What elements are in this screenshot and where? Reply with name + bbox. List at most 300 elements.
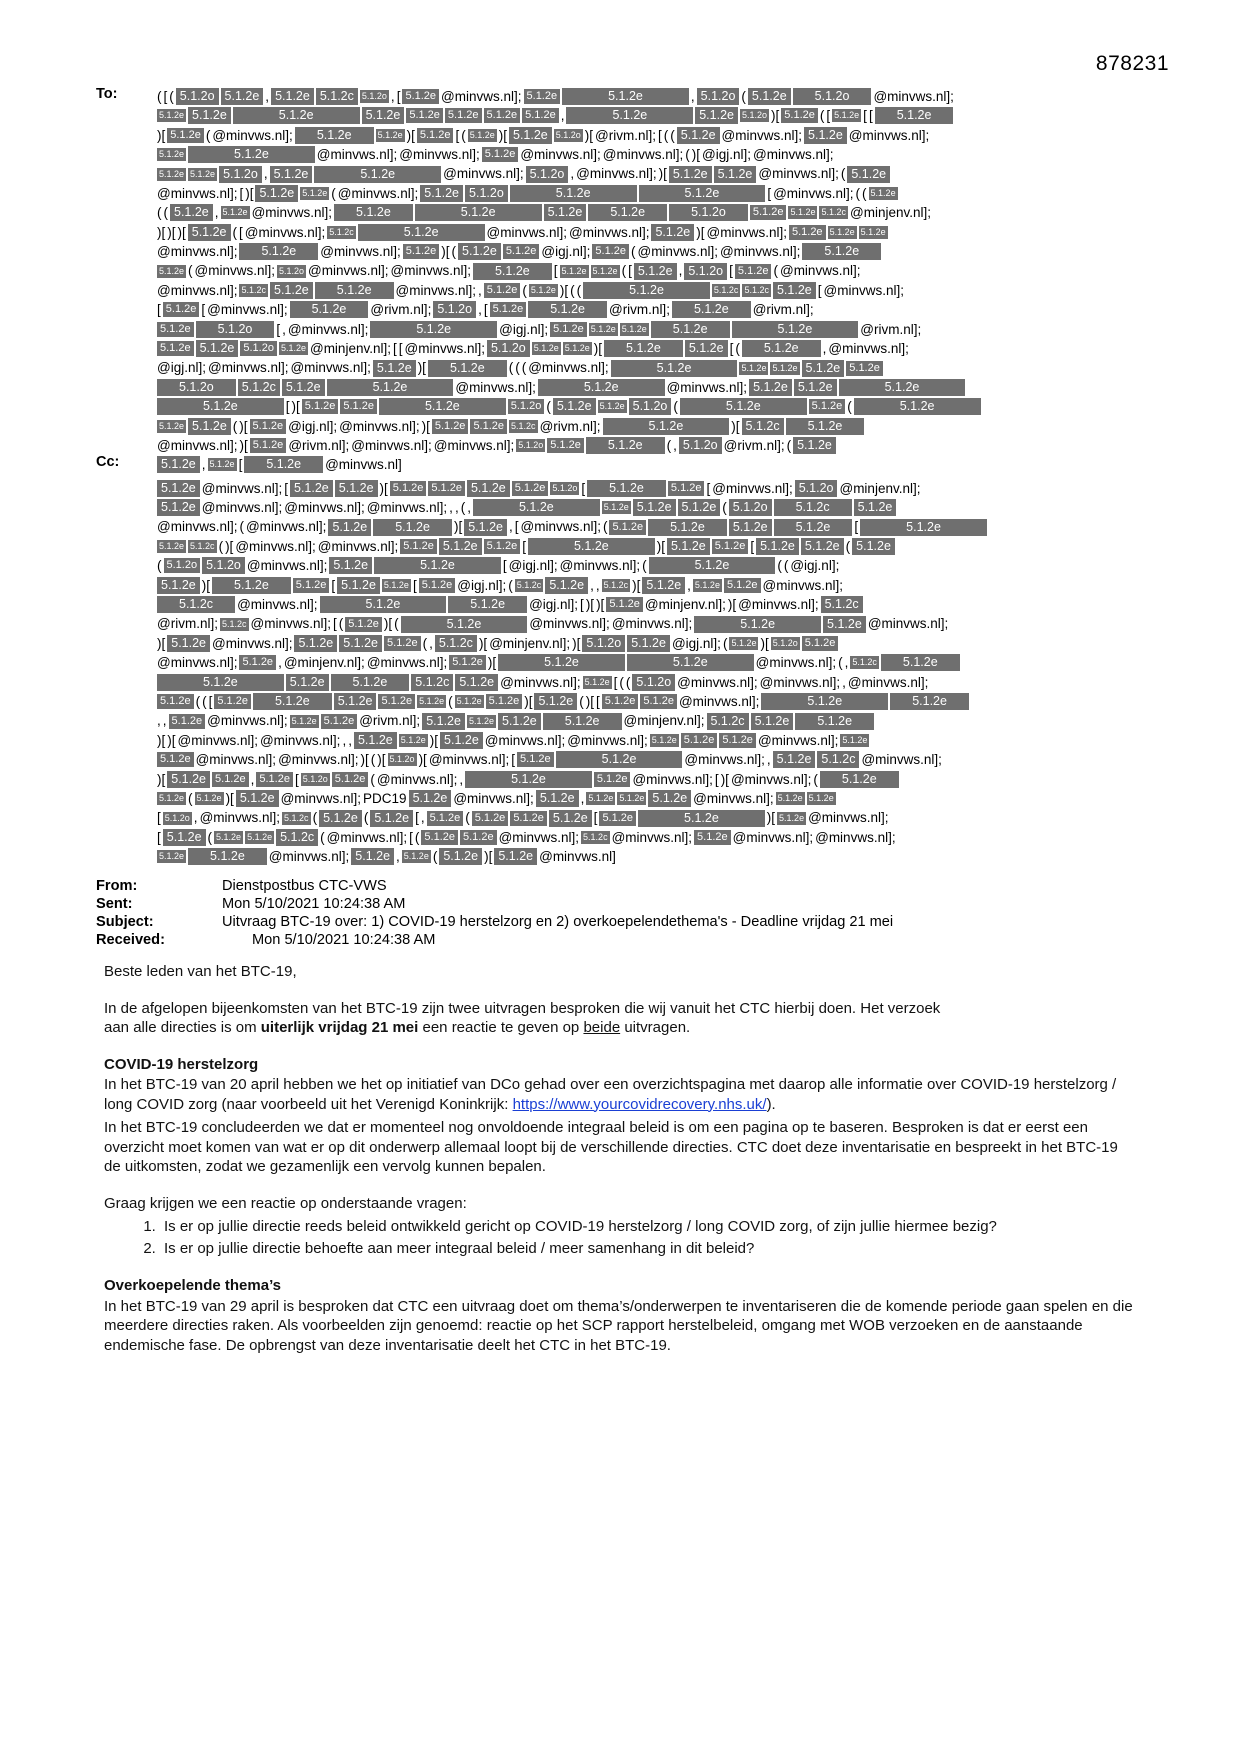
redaction-separator: ( bbox=[670, 127, 675, 143]
redaction-token: 5.1.2e bbox=[627, 654, 754, 671]
redaction-token: 5.1.2e bbox=[510, 185, 637, 202]
recipient-domain: @minvws.nl]; bbox=[290, 360, 371, 376]
recipient-domain: @igj.nl]; bbox=[499, 321, 549, 337]
redaction-separator: )[ bbox=[572, 635, 581, 651]
redaction-token: 5.1.2e bbox=[196, 793, 222, 804]
recipient-domain: @minvws.nl]; bbox=[201, 500, 283, 516]
recipient-domain: @minvws.nl]; bbox=[815, 829, 896, 845]
recipient-domain: @minvws.nl]; bbox=[693, 790, 774, 806]
redaction-token: 5.1.2e bbox=[167, 635, 210, 652]
redaction-separator: ( bbox=[663, 127, 669, 143]
body-intro-line2-a: aan alle directies is om bbox=[104, 1019, 261, 1036]
redaction-token: 5.1.2e bbox=[409, 790, 452, 807]
redaction-separator: , bbox=[278, 655, 282, 671]
recipient-domain: @minvws.nl]; bbox=[245, 519, 327, 535]
redaction-token: 5.1.2e bbox=[672, 301, 751, 318]
redaction-token: 5.1.2c bbox=[817, 751, 859, 768]
redaction-separator: [ bbox=[412, 577, 417, 593]
recipient-domain: @minvws.nl]; bbox=[157, 282, 238, 298]
redaction-separator: )[ bbox=[167, 224, 176, 240]
redaction-separator: , bbox=[420, 810, 425, 826]
body-intro-line2-c: uitvragen. bbox=[620, 1019, 691, 1036]
redaction-token: 5.1.2e bbox=[159, 149, 185, 160]
recipient-domain: @minvws.nl]; bbox=[611, 616, 693, 632]
redaction-separator: , bbox=[678, 263, 683, 279]
redaction-token: 5.1.2e bbox=[190, 168, 216, 179]
redaction-token: 5.1.2e bbox=[719, 733, 756, 748]
redaction-separator: ( bbox=[465, 810, 470, 826]
recipient-domain: @minvws.nl]; bbox=[250, 616, 331, 632]
redaction-token: 5.1.2e bbox=[169, 714, 206, 729]
redaction-separator: )[ bbox=[429, 732, 439, 748]
redaction-separator: ( bbox=[394, 616, 399, 632]
redaction-token: 5.1.2e bbox=[390, 481, 427, 496]
redaction-separator: [ bbox=[502, 558, 507, 574]
redaction-token: 5.1.2e bbox=[472, 811, 509, 826]
redaction-separator: ( bbox=[414, 829, 420, 845]
redaction-token: 5.1.2c bbox=[316, 88, 358, 105]
redaction-separator: )[ bbox=[177, 224, 186, 240]
redaction-line bbox=[156, 827, 1146, 846]
recipient-domain: @minvws.nl]; bbox=[308, 263, 389, 279]
redaction-separator: ( bbox=[370, 752, 376, 768]
redaction-separator: ( bbox=[331, 185, 336, 201]
redaction-separator: )[ bbox=[771, 108, 780, 124]
redaction-line bbox=[156, 788, 1146, 807]
redaction-separator: ( bbox=[862, 185, 867, 201]
redaction-token: 5.1.2o bbox=[508, 399, 545, 414]
redaction-token: 5.1.2e bbox=[157, 480, 200, 497]
recipient-domain: @minvws.nl]; bbox=[611, 829, 693, 845]
recipient-domain: @minvws.nl]; bbox=[721, 127, 803, 143]
redaction-token: 5.1.2e bbox=[209, 459, 235, 470]
redaction-separator: ( bbox=[773, 263, 778, 279]
redaction-separator: [ bbox=[767, 185, 772, 201]
redaction-token: 5.1.2e bbox=[549, 810, 592, 827]
redaction-separator: )[ bbox=[453, 519, 463, 535]
recipient-domain: @minvws.nl]; bbox=[399, 147, 480, 163]
recipient-domain: @minvws.nl]; bbox=[567, 732, 648, 748]
recipient-domain: @minvws.nl]; bbox=[237, 597, 318, 613]
redaction-separator: )[ bbox=[245, 185, 254, 201]
redaction-separator: )[ bbox=[157, 635, 166, 651]
redaction-token: 5.1.2e bbox=[634, 263, 677, 280]
redaction-token: 5.1.2e bbox=[648, 790, 691, 807]
redaction-separator: [ bbox=[392, 340, 397, 356]
recipient-domain: @minvws.nl]; bbox=[758, 166, 839, 182]
redaction-separator: , bbox=[508, 519, 513, 535]
recipient-domain: @minvws.nl]; bbox=[428, 752, 510, 768]
redaction-separator: [ bbox=[483, 302, 488, 318]
redaction-separator: ( bbox=[777, 558, 782, 574]
redaction-token: 5.1.2e bbox=[159, 541, 185, 552]
redaction-token: 5.1.2e bbox=[484, 539, 521, 554]
redaction-token: 5.1.2e bbox=[695, 107, 738, 124]
redaction-separator: [ bbox=[238, 457, 243, 473]
redaction-token: 5.1.2e bbox=[561, 265, 587, 276]
yourcovidrecovery-link[interactable]: https://www.yourcovidrecovery.nhs.uk/ bbox=[512, 1095, 767, 1113]
redaction-token: 5.1.2e bbox=[290, 480, 333, 497]
redaction-token: 5.1.2e bbox=[188, 418, 231, 435]
redaction-separator: )[ bbox=[487, 655, 497, 671]
redaction-token: 5.1.2e bbox=[773, 282, 816, 299]
pdc19-label: PDC19 bbox=[363, 790, 407, 806]
redaction-separator: ( bbox=[363, 810, 369, 826]
redaction-token: 5.1.2e bbox=[606, 597, 643, 612]
redaction-token: 5.1.2e bbox=[522, 108, 559, 123]
recipient-domain: @igj.nl]; bbox=[790, 558, 840, 574]
recipient-domain: @minvws.nl]; bbox=[366, 500, 448, 516]
redaction-separator: [ bbox=[596, 693, 600, 709]
redaction-token: 5.1.2e bbox=[159, 851, 185, 862]
redaction-token: 5.1.2e bbox=[694, 579, 720, 590]
recipient-domain: @minvws.nl]; bbox=[500, 674, 581, 690]
redaction-token: 5.1.2e bbox=[786, 418, 865, 435]
redaction-token: 5.1.2e bbox=[212, 772, 249, 787]
redaction-token: 5.1.2c bbox=[411, 674, 453, 691]
redaction-separator: )[ bbox=[585, 597, 595, 613]
redaction-token: 5.1.2e bbox=[510, 811, 547, 826]
redaction-token: 5.1.2e bbox=[809, 399, 846, 414]
redaction-separator: )[ bbox=[441, 243, 450, 259]
redaction-token: 5.1.2e bbox=[370, 810, 413, 827]
redaction-separator: )[ bbox=[157, 732, 166, 748]
redaction-separator: ( bbox=[522, 282, 527, 298]
section-2-title: Overkoepelende thema’s bbox=[104, 1277, 282, 1294]
recipient-domain: @rivm.nl]; bbox=[723, 437, 785, 453]
recipient-domain: @minvws.nl]; bbox=[684, 752, 765, 768]
recipient-domain: @minvws.nl] bbox=[325, 457, 402, 473]
redaction-token: 5.1.2e bbox=[406, 108, 443, 123]
redaction-separator: )[ bbox=[593, 340, 603, 356]
recipient-domain: @minvws.nl]; bbox=[157, 655, 238, 671]
redaction-token: 5.1.2e bbox=[854, 499, 897, 516]
redaction-separator: ( bbox=[621, 263, 627, 279]
recipient-domain: @igj.nl]; bbox=[702, 147, 751, 163]
redaction-separator: )[ bbox=[157, 127, 166, 143]
redaction-token: 5.1.2e bbox=[188, 107, 231, 124]
redaction-token: 5.1.2e bbox=[464, 519, 507, 536]
redaction-line bbox=[156, 377, 1146, 396]
redaction-token: 5.1.2e bbox=[383, 579, 409, 590]
redaction-separator: , bbox=[687, 577, 691, 593]
redaction-separator: )[ bbox=[406, 127, 415, 143]
redaction-token: 5.1.2e bbox=[157, 694, 194, 709]
redaction-token: 5.1.2e bbox=[314, 166, 441, 183]
redaction-token: 5.1.2e bbox=[599, 811, 636, 826]
redaction-line bbox=[156, 241, 1146, 260]
redaction-token: 5.1.2e bbox=[384, 636, 421, 651]
recipient-domain: @minvws.nl]; bbox=[738, 597, 819, 613]
redaction-separator: )[ bbox=[418, 752, 427, 768]
redaction-token: 5.1.2e bbox=[820, 771, 899, 788]
redaction-separator: ( bbox=[460, 500, 466, 516]
redaction-separator: , bbox=[162, 713, 167, 729]
redaction-line bbox=[156, 338, 1146, 357]
redaction-token: 5.1.2e bbox=[533, 343, 559, 354]
redaction-separator: ( bbox=[157, 558, 162, 574]
redaction-token: 5.1.2e bbox=[379, 398, 506, 415]
redaction-token: 5.1.2e bbox=[609, 520, 646, 535]
redaction-line bbox=[156, 672, 1146, 691]
recipient-domain: @minvws.nl]; bbox=[528, 360, 609, 376]
redaction-token: 5.1.2e bbox=[584, 676, 610, 687]
redaction-token: 5.1.2e bbox=[808, 793, 834, 804]
recipient-domain: @minvws.nl]; bbox=[376, 771, 458, 787]
redaction-token: 5.1.2e bbox=[159, 265, 185, 276]
recipient-domain: @minvws.nl]; bbox=[847, 674, 929, 690]
redaction-separator: ( bbox=[642, 558, 647, 574]
redaction-token: 5.1.2e bbox=[562, 88, 689, 105]
redaction-token: 5.1.2o bbox=[795, 480, 838, 497]
redaction-token: 5.1.2e bbox=[594, 772, 631, 787]
redaction-separator: ( bbox=[735, 340, 740, 356]
redaction-token: 5.1.2e bbox=[157, 577, 200, 594]
redaction-token: 5.1.2e bbox=[854, 398, 981, 415]
redaction-separator: [ bbox=[157, 302, 161, 318]
redaction-separator: )[ bbox=[760, 635, 769, 651]
redaction-separator: )[ bbox=[239, 437, 248, 453]
recipient-domain: @minvws.nl]; bbox=[732, 829, 814, 845]
redaction-line bbox=[156, 222, 1146, 241]
redaction-token: 5.1.2e bbox=[419, 578, 456, 593]
recipient-domain: @igj.nl]; bbox=[671, 635, 721, 651]
redaction-token: 5.1.2e bbox=[358, 224, 485, 241]
redaction-token: 5.1.2e bbox=[801, 538, 844, 555]
redaction-token: 5.1.2e bbox=[486, 694, 523, 709]
redaction-token: 5.1.2o bbox=[164, 812, 190, 823]
recipient-domain: @igj.nl]; bbox=[529, 597, 579, 613]
redaction-line bbox=[156, 730, 1146, 749]
redaction-separator: [ bbox=[398, 340, 403, 356]
redaction-separator: )[ bbox=[658, 166, 667, 182]
redaction-token: 5.1.2c bbox=[516, 579, 542, 590]
redaction-separator: [ bbox=[157, 810, 161, 826]
redaction-token: 5.1.2e bbox=[498, 654, 625, 671]
redaction-token: 5.1.2e bbox=[340, 399, 377, 414]
redaction-token: 5.1.2o bbox=[361, 91, 387, 102]
redaction-separator: [ bbox=[332, 616, 337, 632]
redaction-token: 5.1.2c bbox=[221, 618, 247, 629]
redaction-token: 5.1.2e bbox=[839, 379, 966, 396]
recipient-domain: @minvws.nl]; bbox=[632, 771, 713, 787]
recipient-domain: @minvws.nl]; bbox=[212, 127, 293, 143]
redaction-separator: )[ bbox=[498, 127, 507, 143]
redaction-line bbox=[156, 711, 1146, 730]
redaction-token: 5.1.2e bbox=[157, 456, 200, 473]
redaction-token: 5.1.2e bbox=[439, 538, 482, 555]
redaction-token: 5.1.2e bbox=[724, 578, 761, 593]
redaction-token: 5.1.2e bbox=[473, 263, 552, 280]
redaction-token: 5.1.2e bbox=[587, 480, 666, 497]
redaction-token: 5.1.2e bbox=[427, 811, 464, 826]
redaction-separator: )[ bbox=[524, 693, 533, 709]
to-label: To: bbox=[96, 86, 118, 102]
redaction-token: 5.1.2e bbox=[604, 340, 683, 357]
redaction-token: 5.1.2e bbox=[157, 341, 194, 356]
redaction-token: 5.1.2e bbox=[756, 538, 799, 555]
redaction-token: 5.1.2e bbox=[509, 127, 552, 144]
recipient-domain: @minvws.nl]; bbox=[235, 538, 316, 554]
redaction-token: 5.1.2e bbox=[157, 752, 194, 767]
redaction-line bbox=[156, 280, 1146, 299]
redaction-line bbox=[156, 478, 1146, 497]
recipient-domain: @igj.nl]; bbox=[157, 360, 206, 376]
redaction-separator: , bbox=[263, 166, 268, 182]
redaction-separator: [ bbox=[863, 108, 867, 124]
recipient-domain: @igj.nl]; bbox=[541, 243, 591, 259]
redaction-separator: ( bbox=[188, 263, 193, 279]
redaction-line bbox=[156, 86, 1146, 105]
redaction-token: 5.1.2e bbox=[455, 674, 498, 691]
redaction-token: 5.1.2e bbox=[280, 343, 306, 354]
recipient-domain: @minvws.nl]; bbox=[268, 849, 350, 865]
recipient-domain: @minvws.nl]; bbox=[287, 321, 369, 337]
redaction-separator: , bbox=[454, 500, 459, 516]
redaction-separator: [ bbox=[658, 127, 662, 143]
recipient-domain: @minvws.nl]; bbox=[317, 538, 399, 554]
redaction-token: 5.1.2e bbox=[586, 437, 665, 454]
redaction-separator: [ bbox=[284, 480, 288, 496]
redaction-token: 5.1.2e bbox=[244, 456, 323, 473]
redaction-line bbox=[156, 357, 1146, 376]
redaction-separator: , bbox=[449, 500, 453, 516]
redaction-token: 5.1.2c bbox=[190, 541, 215, 552]
redaction-token: 5.1.2e bbox=[649, 557, 776, 574]
redaction-token: 5.1.2e bbox=[286, 674, 329, 691]
redaction-token: 5.1.2e bbox=[592, 244, 629, 259]
recipient-domain: @minvws.nl]; bbox=[404, 340, 485, 356]
recipient-domain: @minjenv.nl]; bbox=[309, 340, 391, 356]
redaction-separator: ( bbox=[432, 849, 438, 865]
redaction-separator: [ bbox=[580, 597, 584, 613]
redaction-token: 5.1.2e bbox=[599, 401, 625, 412]
recipient-domain: @minvws.nl]; bbox=[453, 790, 534, 806]
redaction-token: 5.1.2e bbox=[294, 635, 337, 652]
recipient-domain: @minvws.nl]; bbox=[199, 810, 281, 826]
recipient-domain: @minvws.nl]; bbox=[207, 713, 288, 729]
recipient-domain: @minjenv.nl]; bbox=[644, 597, 726, 613]
redaction-token: 5.1.2c bbox=[238, 379, 280, 396]
redaction-separator: [ bbox=[511, 752, 516, 768]
redaction-token: 5.1.2c bbox=[744, 284, 769, 295]
redaction-token: 5.1.2c bbox=[284, 812, 309, 823]
redaction-token: 5.1.2e bbox=[157, 322, 194, 337]
redaction-token: 5.1.2e bbox=[779, 812, 805, 823]
redaction-separator: )[ bbox=[478, 635, 488, 651]
redaction-separator: , bbox=[429, 635, 433, 651]
redaction-token: 5.1.2e bbox=[794, 379, 837, 396]
recipient-domain: @minvws.nl]; bbox=[278, 752, 359, 768]
redaction-separator: )[ bbox=[584, 127, 594, 143]
redaction-token: 5.1.2e bbox=[403, 244, 440, 259]
redaction-separator: ( bbox=[819, 108, 825, 124]
redaction-line bbox=[156, 769, 1146, 788]
redaction-token: 5.1.2e bbox=[468, 715, 494, 726]
redaction-token: 5.1.2e bbox=[732, 321, 859, 338]
question-list bbox=[104, 1217, 1134, 1258]
recipient-domain: @rivm.nl]; bbox=[157, 616, 218, 632]
redaction-token: 5.1.2e bbox=[494, 848, 537, 865]
redaction-token: 5.1.2e bbox=[250, 438, 287, 453]
redaction-token: 5.1.2e bbox=[544, 204, 587, 221]
redaction-separator: [ bbox=[455, 127, 460, 143]
redaction-token: 5.1.2c bbox=[713, 284, 739, 295]
redaction-token: 5.1.2e bbox=[239, 655, 276, 670]
redaction-separator: ( bbox=[673, 399, 678, 415]
recipient-domain: @minvws.nl]; bbox=[759, 674, 841, 690]
redaction-token: 5.1.2e bbox=[216, 831, 242, 842]
redaction-token: 5.1.2c bbox=[742, 418, 784, 435]
redaction-separator: [ bbox=[729, 263, 733, 279]
redaction-separator: , bbox=[193, 810, 198, 826]
redaction-separator: [ bbox=[285, 399, 290, 415]
redaction-line bbox=[156, 299, 1146, 318]
redaction-separator: , bbox=[580, 790, 585, 806]
redaction-token: 5.1.2e bbox=[440, 732, 483, 749]
recipient-domain: @minvws.nl]; bbox=[520, 147, 601, 163]
redaction-separator: [ bbox=[868, 108, 873, 124]
redaction-token: 5.1.2e bbox=[793, 437, 836, 454]
redaction-token: 5.1.2e bbox=[680, 398, 807, 415]
recipient-domain: @minvws.nl]; bbox=[395, 282, 476, 298]
redaction-token: 5.1.2e bbox=[212, 577, 291, 594]
redaction-token: 5.1.2c bbox=[821, 596, 863, 613]
redaction-token: 5.1.2e bbox=[588, 793, 614, 804]
redaction-token: 5.1.2e bbox=[789, 225, 826, 240]
redaction-token: 5.1.2e bbox=[773, 751, 816, 768]
recipient-domain: @minvws.nl]; bbox=[602, 147, 684, 163]
recipient-domain: @minvws.nl]; bbox=[284, 500, 365, 516]
redaction-token: 5.1.2o bbox=[552, 482, 578, 493]
recipients-header bbox=[96, 86, 1146, 866]
redaction-token: 5.1.2e bbox=[590, 323, 616, 334]
recipient-domain: @minvws.nl]; bbox=[244, 224, 326, 240]
redaction-token: 5.1.2e bbox=[377, 129, 403, 140]
redaction-separator: )[ bbox=[157, 771, 166, 787]
redaction-token: 5.1.2e bbox=[401, 616, 528, 633]
redaction-token: 5.1.2o bbox=[219, 166, 262, 183]
redaction-separator: , bbox=[214, 205, 219, 221]
redaction-token: 5.1.2e bbox=[428, 481, 465, 496]
body-intro-line2-b: een reactie te geven op bbox=[418, 1019, 584, 1036]
meta-value-sent: Mon 5/10/2021 10:24:38 AM bbox=[222, 896, 406, 912]
redaction-token: 5.1.2e bbox=[651, 321, 730, 338]
recipient-domain: @minvws.nl]; bbox=[366, 655, 448, 671]
redaction-separator: ( bbox=[218, 538, 224, 554]
redaction-line bbox=[156, 846, 1146, 865]
redaction-separator: [ bbox=[208, 693, 213, 709]
redaction-token: 5.1.2o bbox=[669, 204, 748, 221]
redaction-token: 5.1.2e bbox=[473, 499, 600, 516]
section-1-paragraph-1-end: ). bbox=[766, 1095, 776, 1113]
redaction-token: 5.1.2e bbox=[870, 188, 896, 199]
redaction-separator: )[ bbox=[727, 597, 737, 613]
redaction-separator: , bbox=[478, 302, 482, 318]
redaction-token: 5.1.2c bbox=[707, 713, 749, 730]
redaction-token: 5.1.2e bbox=[603, 502, 629, 513]
redaction-token: 5.1.2e bbox=[538, 379, 665, 396]
redaction-token: 5.1.2e bbox=[378, 694, 415, 709]
redaction-token: 5.1.2e bbox=[517, 752, 554, 767]
redaction-token: 5.1.2e bbox=[530, 284, 556, 295]
recipient-domain: @minvws.nl]; bbox=[246, 558, 328, 574]
redaction-token: 5.1.2e bbox=[611, 360, 738, 377]
redaction-separator: )[ bbox=[201, 577, 211, 593]
redaction-token: 5.1.2o bbox=[526, 166, 569, 183]
redaction-line bbox=[156, 807, 1146, 826]
recipient-domain: @minjenv.nl]; bbox=[850, 205, 931, 221]
